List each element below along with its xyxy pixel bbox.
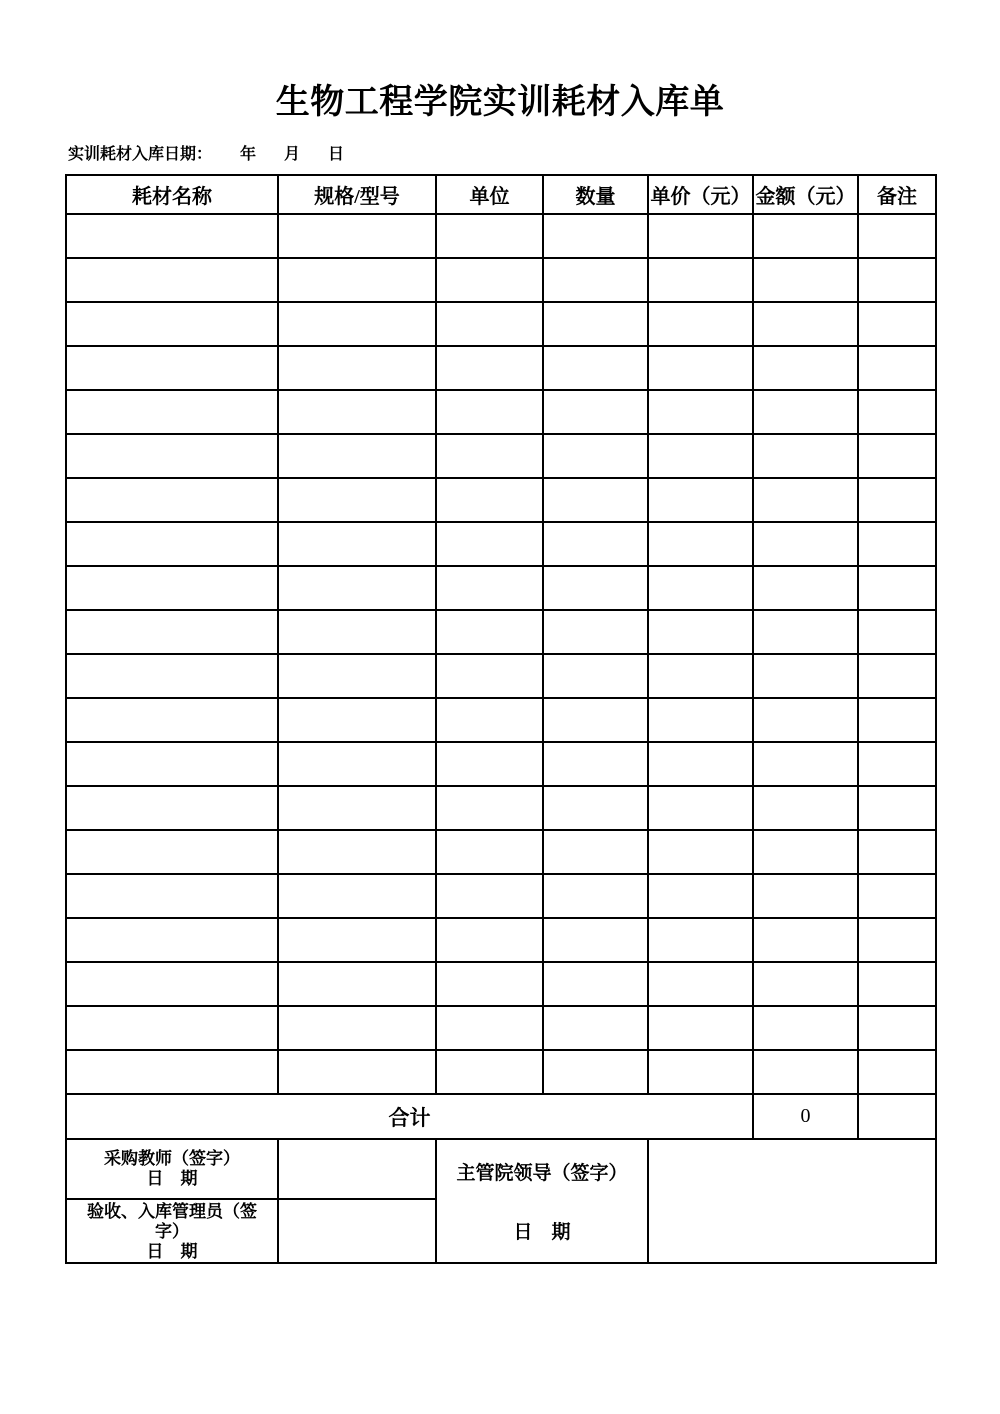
- empty-cell: [66, 786, 278, 830]
- empty-cell: [436, 522, 543, 566]
- empty-cell: [648, 258, 753, 302]
- empty-cell: [543, 918, 648, 962]
- empty-cell: [753, 478, 858, 522]
- empty-cell: [753, 302, 858, 346]
- empty-cell: [858, 1006, 936, 1050]
- empty-cell: [66, 698, 278, 742]
- empty-cell: [858, 1050, 936, 1094]
- empty-cell: [753, 258, 858, 302]
- empty-cell: [753, 786, 858, 830]
- empty-cell: [543, 434, 648, 478]
- total-amount-value: 0: [753, 1094, 858, 1139]
- empty-cell: [753, 962, 858, 1006]
- inspector-date-label: 日 期: [146, 1242, 198, 1261]
- purchaser-signature-label: 采购教师（签字）: [104, 1149, 240, 1168]
- empty-cell: [648, 214, 753, 258]
- page-title: 生物工程学院实训耗材入库单: [275, 84, 725, 121]
- empty-cell: [753, 390, 858, 434]
- empty-cell: [278, 742, 436, 786]
- empty-data-row: [66, 258, 936, 302]
- empty-cell: [753, 874, 858, 918]
- empty-cell: [648, 346, 753, 390]
- empty-cell: [858, 830, 936, 874]
- supervisor-signature-label: 主管院领导（签字）: [456, 1163, 628, 1184]
- inspector-signature-label: 验收、入库管理员（签字）: [87, 1202, 257, 1241]
- empty-cell: [66, 610, 278, 654]
- empty-cell: [66, 390, 278, 434]
- empty-cell: [278, 522, 436, 566]
- empty-cell: [66, 566, 278, 610]
- empty-data-row: [66, 1006, 936, 1050]
- empty-cell: [858, 698, 936, 742]
- empty-cell: [753, 1006, 858, 1050]
- year-label: 年: [240, 146, 257, 163]
- empty-cell: [543, 346, 648, 390]
- empty-cell: [436, 918, 543, 962]
- empty-cell: [543, 874, 648, 918]
- empty-data-row: [66, 742, 936, 786]
- empty-cell: [66, 346, 278, 390]
- empty-data-row: [66, 918, 936, 962]
- empty-cell: [858, 874, 936, 918]
- header-unit-price: 单价（元）: [648, 175, 753, 214]
- empty-cell: [278, 962, 436, 1006]
- empty-cell: [858, 654, 936, 698]
- total-remark-cell: [858, 1094, 936, 1139]
- empty-cell: [648, 698, 753, 742]
- entry-date-line: [68, 141, 344, 164]
- header-consumable-name: 耗材名称: [66, 175, 278, 214]
- empty-cell: [753, 346, 858, 390]
- supervisor-signature-space: [648, 1139, 936, 1263]
- empty-data-row: [66, 302, 936, 346]
- empty-cell: [753, 918, 858, 962]
- empty-cell: [648, 918, 753, 962]
- empty-cell: [543, 478, 648, 522]
- empty-cell: [543, 830, 648, 874]
- empty-cell: [648, 566, 753, 610]
- empty-cell: [543, 698, 648, 742]
- supervisor-signature-cell: [436, 1139, 648, 1263]
- header-amount: 金额（元）: [753, 175, 858, 214]
- empty-cell: [278, 654, 436, 698]
- empty-cell: [753, 654, 858, 698]
- empty-data-row: [66, 346, 936, 390]
- empty-data-row: [66, 962, 936, 1006]
- empty-cell: [648, 390, 753, 434]
- empty-cell: [753, 1050, 858, 1094]
- empty-cell: [543, 610, 648, 654]
- empty-cell: [858, 258, 936, 302]
- purchaser-date-label: 日 期: [146, 1169, 198, 1188]
- empty-cell: [543, 258, 648, 302]
- empty-cell: [66, 1006, 278, 1050]
- empty-cell: [648, 478, 753, 522]
- empty-cell: [66, 874, 278, 918]
- consumables-table: [65, 174, 937, 1264]
- empty-cell: [66, 1050, 278, 1094]
- empty-cell: [858, 214, 936, 258]
- empty-cell: [858, 522, 936, 566]
- empty-data-row: [66, 1050, 936, 1094]
- empty-cell: [278, 434, 436, 478]
- empty-cell: [436, 390, 543, 434]
- empty-data-row: [66, 786, 936, 830]
- empty-cell: [436, 874, 543, 918]
- empty-cell: [753, 522, 858, 566]
- empty-cell: [543, 522, 648, 566]
- empty-cell: [436, 962, 543, 1006]
- empty-cell: [436, 830, 543, 874]
- empty-cell: [66, 302, 278, 346]
- empty-cell: [858, 302, 936, 346]
- empty-cell: [278, 390, 436, 434]
- empty-cell: [753, 742, 858, 786]
- empty-cell: [436, 434, 543, 478]
- empty-cell: [543, 1050, 648, 1094]
- empty-cell: [648, 786, 753, 830]
- empty-cell: [648, 874, 753, 918]
- total-label: 合计: [66, 1094, 753, 1139]
- empty-data-row: [66, 214, 936, 258]
- empty-data-row: [66, 654, 936, 698]
- empty-cell: [648, 434, 753, 478]
- empty-cell: [436, 1006, 543, 1050]
- empty-cell: [753, 830, 858, 874]
- signature-row-1: [66, 1139, 936, 1199]
- empty-cell: [543, 390, 648, 434]
- empty-cell: [858, 346, 936, 390]
- empty-cell: [543, 786, 648, 830]
- empty-cell: [278, 258, 436, 302]
- empty-cell: [858, 610, 936, 654]
- empty-cell: [278, 830, 436, 874]
- header-remarks: 备注: [858, 175, 936, 214]
- empty-cell: [543, 302, 648, 346]
- empty-cell: [278, 346, 436, 390]
- empty-cell: [436, 786, 543, 830]
- empty-cell: [648, 654, 753, 698]
- empty-cell: [278, 698, 436, 742]
- empty-cell: [436, 302, 543, 346]
- empty-cell: [543, 742, 648, 786]
- empty-cell: [278, 1006, 436, 1050]
- purchaser-signature-cell: [66, 1139, 278, 1199]
- empty-cell: [648, 962, 753, 1006]
- empty-cell: [858, 962, 936, 1006]
- empty-cell: [278, 214, 436, 258]
- empty-cell: [858, 434, 936, 478]
- header-spec-model: 规格/型号: [278, 175, 436, 214]
- month-label: 月: [284, 146, 301, 163]
- empty-cell: [278, 918, 436, 962]
- header-quantity: 数量: [543, 175, 648, 214]
- empty-cell: [436, 478, 543, 522]
- empty-cell: [278, 874, 436, 918]
- inspector-signature-space: [278, 1199, 436, 1263]
- empty-cell: [436, 698, 543, 742]
- empty-data-row: [66, 478, 936, 522]
- empty-cell: [66, 478, 278, 522]
- empty-cell: [543, 962, 648, 1006]
- empty-cell: [66, 742, 278, 786]
- empty-cell: [648, 1050, 753, 1094]
- empty-data-row: [66, 434, 936, 478]
- empty-cell: [753, 610, 858, 654]
- purchaser-signature-space: [278, 1139, 436, 1199]
- empty-cell: [436, 346, 543, 390]
- empty-cell: [753, 434, 858, 478]
- empty-cell: [648, 610, 753, 654]
- empty-cell: [278, 610, 436, 654]
- summary-body: [66, 1094, 936, 1263]
- empty-cell: [436, 214, 543, 258]
- empty-cell: [66, 962, 278, 1006]
- empty-cell: [66, 830, 278, 874]
- empty-cell: [436, 566, 543, 610]
- empty-cell: [436, 258, 543, 302]
- empty-cell: [753, 698, 858, 742]
- empty-cell: [66, 214, 278, 258]
- supervisor-date-label: 日 期: [513, 1222, 571, 1243]
- empty-cell: [753, 214, 858, 258]
- empty-cell: [648, 302, 753, 346]
- empty-cell: [278, 302, 436, 346]
- empty-cell: [66, 434, 278, 478]
- empty-data-row: [66, 698, 936, 742]
- empty-cell: [858, 742, 936, 786]
- empty-cell: [543, 214, 648, 258]
- inspector-signature-cell: [66, 1199, 278, 1263]
- empty-cell: [543, 566, 648, 610]
- empty-cell: [858, 478, 936, 522]
- empty-cell: [66, 258, 278, 302]
- empty-cell: [278, 1050, 436, 1094]
- day-label: 日: [328, 146, 345, 163]
- empty-cell: [858, 566, 936, 610]
- empty-cell: [436, 654, 543, 698]
- empty-data-row: [66, 522, 936, 566]
- header-unit: 单位: [436, 175, 543, 214]
- empty-cell: [278, 478, 436, 522]
- empty-data-row: [66, 390, 936, 434]
- empty-cell: [436, 610, 543, 654]
- empty-cell: [648, 1006, 753, 1050]
- empty-cell: [858, 390, 936, 434]
- empty-cell: [66, 918, 278, 962]
- entry-date-label: 实训耗材入库日期：: [68, 146, 213, 163]
- empty-cell: [753, 566, 858, 610]
- empty-cell: [858, 918, 936, 962]
- empty-rows-body: [66, 214, 936, 1094]
- empty-cell: [648, 522, 753, 566]
- empty-cell: [648, 742, 753, 786]
- empty-cell: [278, 786, 436, 830]
- empty-cell: [436, 742, 543, 786]
- empty-data-row: [66, 610, 936, 654]
- empty-cell: [648, 830, 753, 874]
- empty-data-row: [66, 566, 936, 610]
- table-header-row: [66, 175, 936, 214]
- empty-cell: [66, 654, 278, 698]
- empty-data-row: [66, 830, 936, 874]
- empty-cell: [858, 786, 936, 830]
- empty-data-row: [66, 874, 936, 918]
- total-row: [66, 1094, 936, 1139]
- empty-cell: [66, 522, 278, 566]
- empty-cell: [436, 1050, 543, 1094]
- empty-cell: [543, 1006, 648, 1050]
- empty-cell: [278, 566, 436, 610]
- empty-cell: [543, 654, 648, 698]
